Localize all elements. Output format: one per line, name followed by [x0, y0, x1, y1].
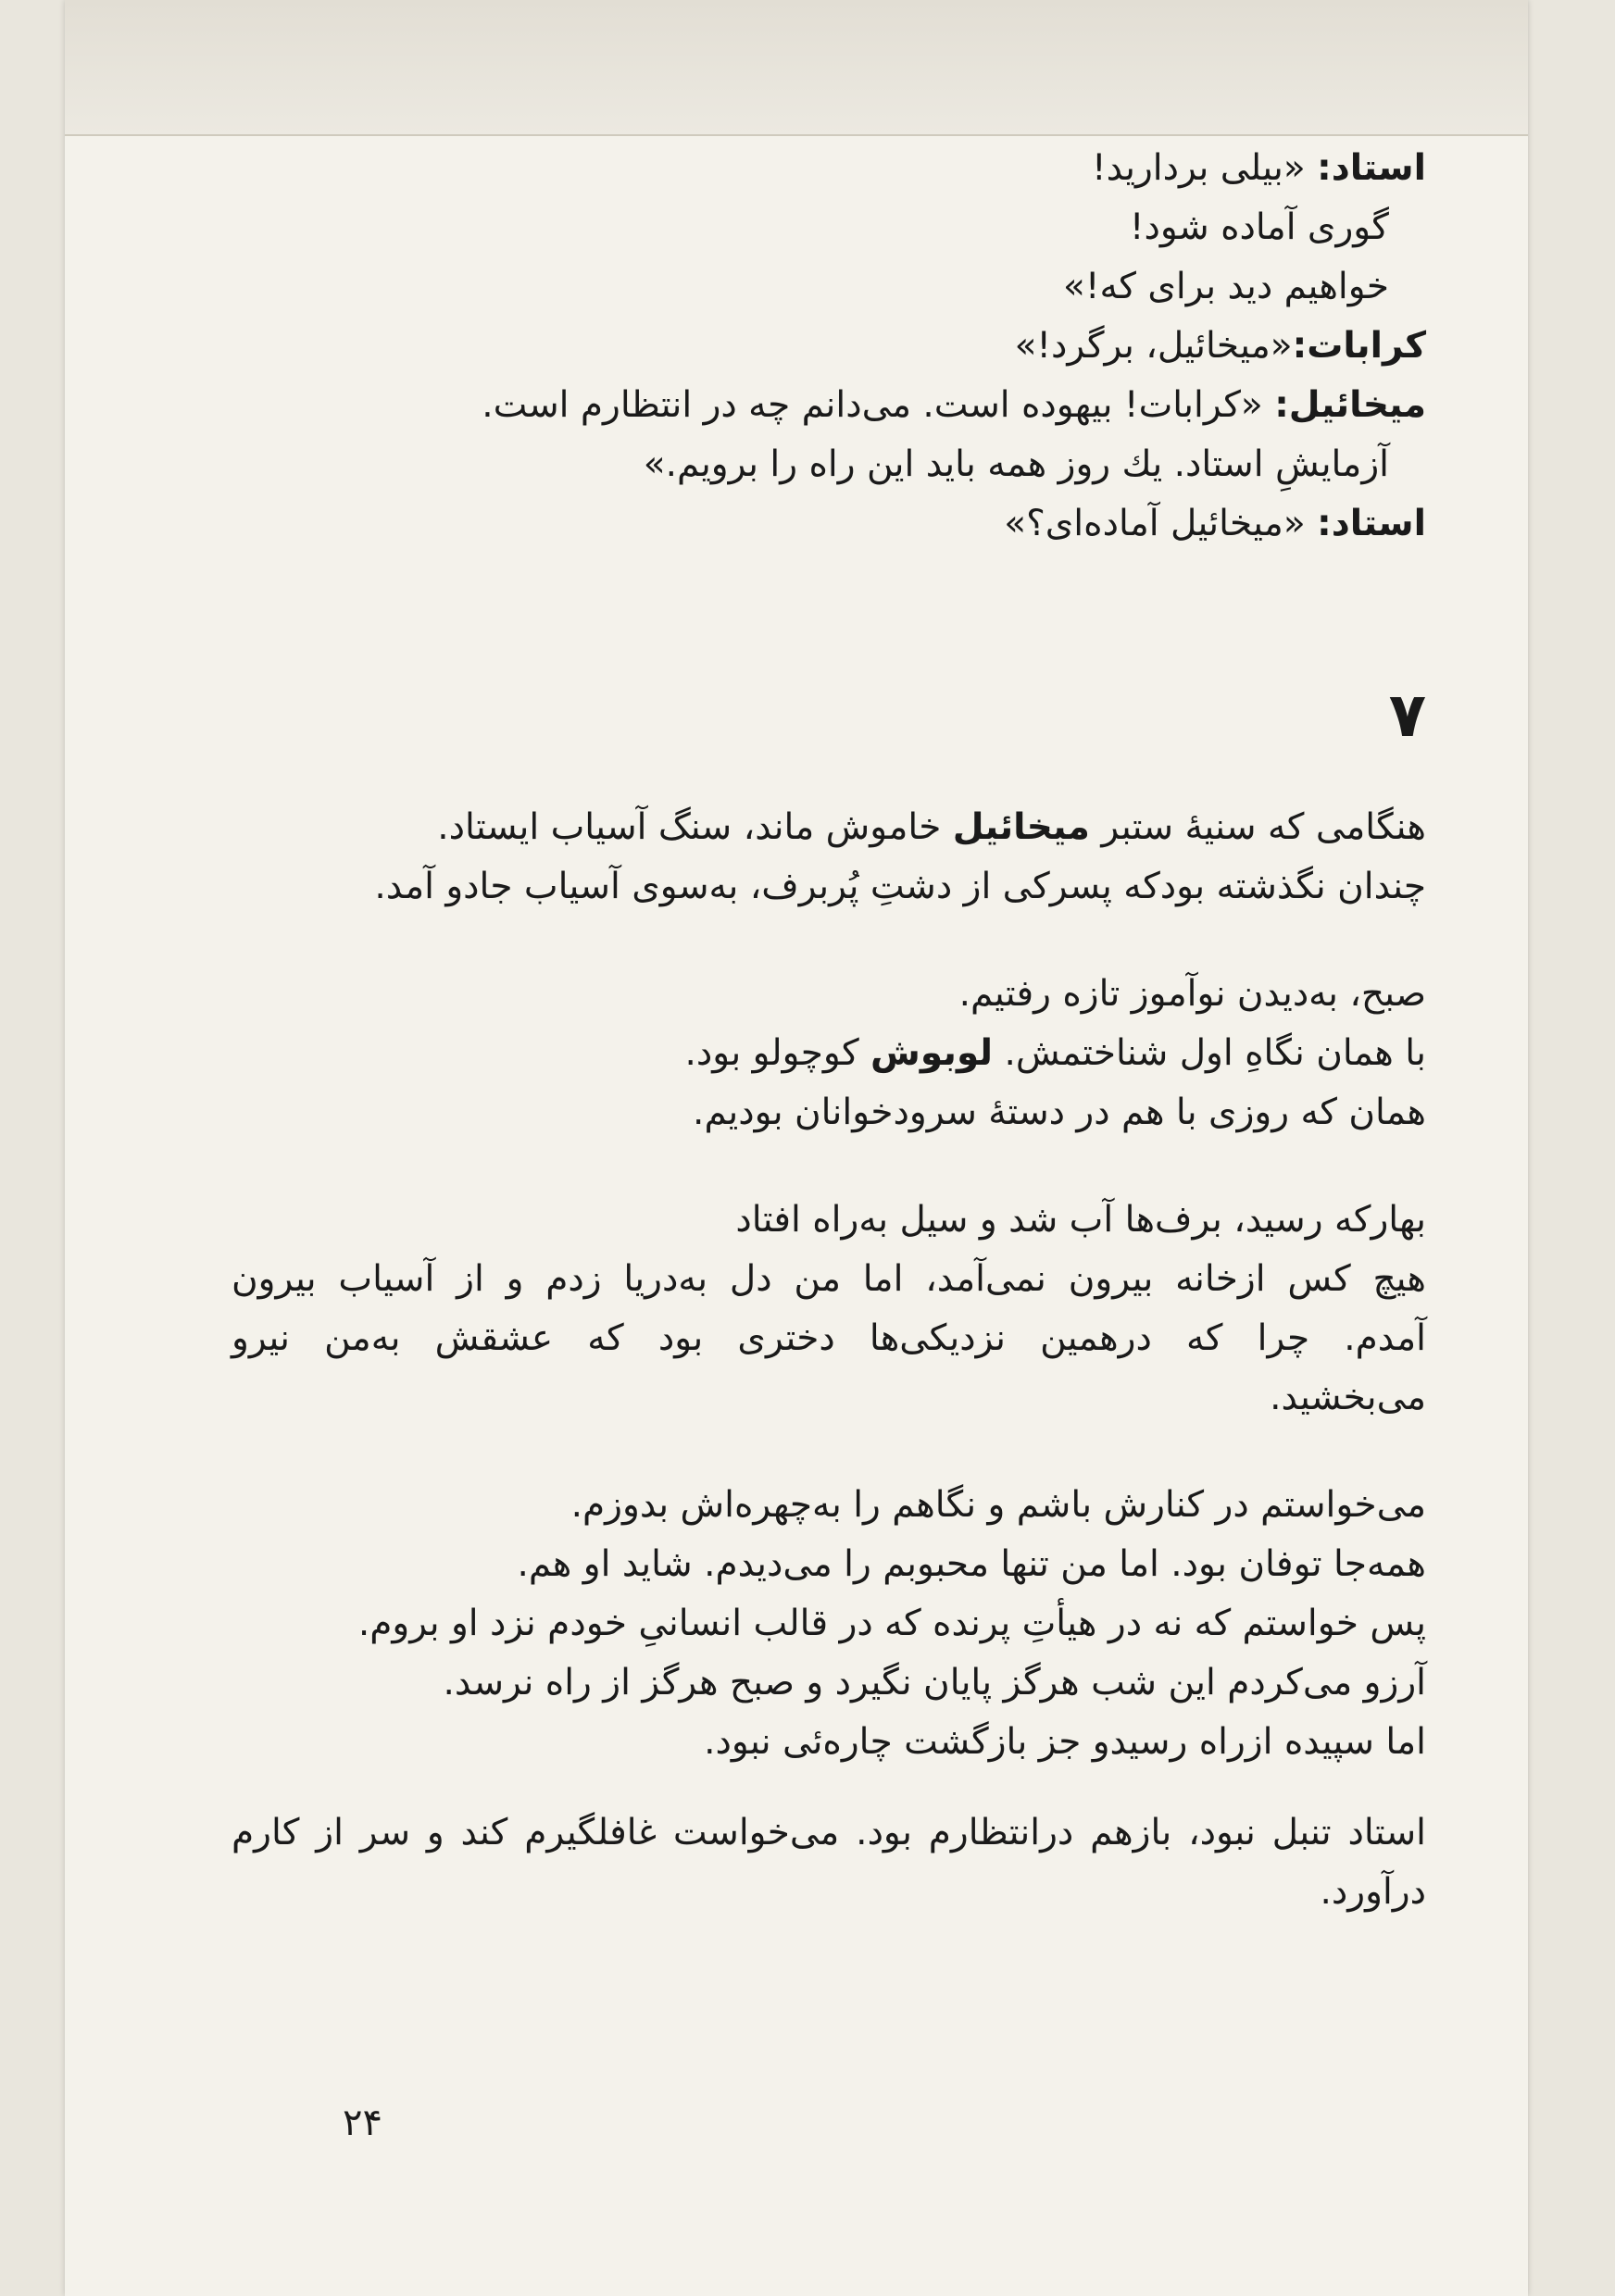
dialogue-line	[232, 317, 1426, 376]
dialogue-continuation: گوری آماده شود!	[1129, 206, 1389, 248]
page-number: ۲۴	[343, 2102, 382, 2144]
dialogue-continuation: خواهیم دید برای که!»	[1063, 266, 1389, 307]
character-name: میخائیل	[952, 806, 1090, 848]
speaker-name: استاد:	[1317, 147, 1426, 189]
paragraph-line	[232, 1024, 1426, 1083]
text-segment: با همان نگاهِ اول شناختمش.	[993, 1032, 1426, 1074]
paragraph-line: آرزو می‌کردم این شب هرگز پایان نگیرد و صبح هرگز از راه نرسد.	[443, 1662, 1426, 1703]
paragraph-line: می‌خواستم در کنارش باشم و نگاهم را به‌چهره‌اش بدوزم.	[570, 1484, 1426, 1526]
character-name: لوبوش	[870, 1032, 994, 1074]
dialogue-text: «میخائیل، برگرد!»	[1014, 325, 1293, 367]
paragraph-line: صبح، به‌دیدن نوآموز تازه رفتیم.	[958, 973, 1426, 1015]
book-page	[65, 0, 1528, 2296]
paragraph-line: پس خواستم که نه در هیأتِ پرنده که در قالب انسانیِ خودم نزد او بروم.	[357, 1603, 1426, 1644]
paragraph-line: درآورد.	[1320, 1871, 1426, 1913]
chapter-number: ۷	[1388, 680, 1426, 751]
speaker-name: کرابات:	[1292, 325, 1426, 367]
paragraph-line: می‌بخشید.	[1270, 1377, 1426, 1418]
paragraph-line: اما سپیده ازراه رسیدو جز بازگشت چاره‌ئی نبود.	[704, 1721, 1426, 1763]
text-segment: کوچولو بود.	[684, 1032, 871, 1074]
text-segment: خاموش ماند، سنگ آسیاب ایستاد.	[437, 806, 953, 848]
paragraph-line	[232, 798, 1426, 857]
paragraph-line: چندان نگذشته بودکه پسرکی از دشتِ پُربرف، به‌سوی آسیاب جادو آمد.	[374, 866, 1426, 907]
paragraph-line: همه‌جا توفان بود. اما من تنها محبوبم را می‌دیدم. شاید او هم.	[517, 1543, 1426, 1585]
dialogue-text: «بیلی بردارید!	[1092, 147, 1318, 189]
dialogue-line	[232, 376, 1426, 435]
paragraph-line: آمدم. چرا که درهمین نزدیکی‌ها دختری بود که عشقش به‌من نیرو	[232, 1317, 1426, 1359]
dialogue-line	[232, 139, 1426, 198]
dialogue-text: «کرابات! بیهوده است. می‌دانم چه در انتظارم است.	[482, 384, 1275, 426]
top-page-edge	[65, 0, 1528, 136]
paragraph-line: هیچ کس ازخانه بیرون نمی‌آمد، اما من دل به‌دریا زدم و از آسیاب بیرون	[232, 1258, 1426, 1300]
dialogue-text: «میخائیل آماده‌ای؟»	[1004, 503, 1318, 544]
paragraph-line: استاد تنبل نبود، بازهم درانتظارم بود. می‌خواست غافلگیرم کند و سر از کارم	[232, 1812, 1426, 1853]
speaker-name: میخائیل:	[1274, 384, 1426, 426]
paragraph-line: بهارکه رسید، برف‌ها آب شد و سیل به‌راه افتاد	[735, 1199, 1426, 1241]
dialogue-line	[232, 494, 1426, 554]
text-segment: هنگامی که سنیهٔ ستبر	[1089, 806, 1426, 848]
speaker-name: استاد:	[1317, 503, 1426, 544]
page-text	[232, 139, 1426, 1922]
paragraph-line: همان که روزی با هم در دستهٔ سرودخوانان بودیم.	[693, 1092, 1426, 1133]
dialogue-continuation: آزمایشِ استاد. یك روز همه باید این راه را برویم.»	[643, 443, 1389, 485]
